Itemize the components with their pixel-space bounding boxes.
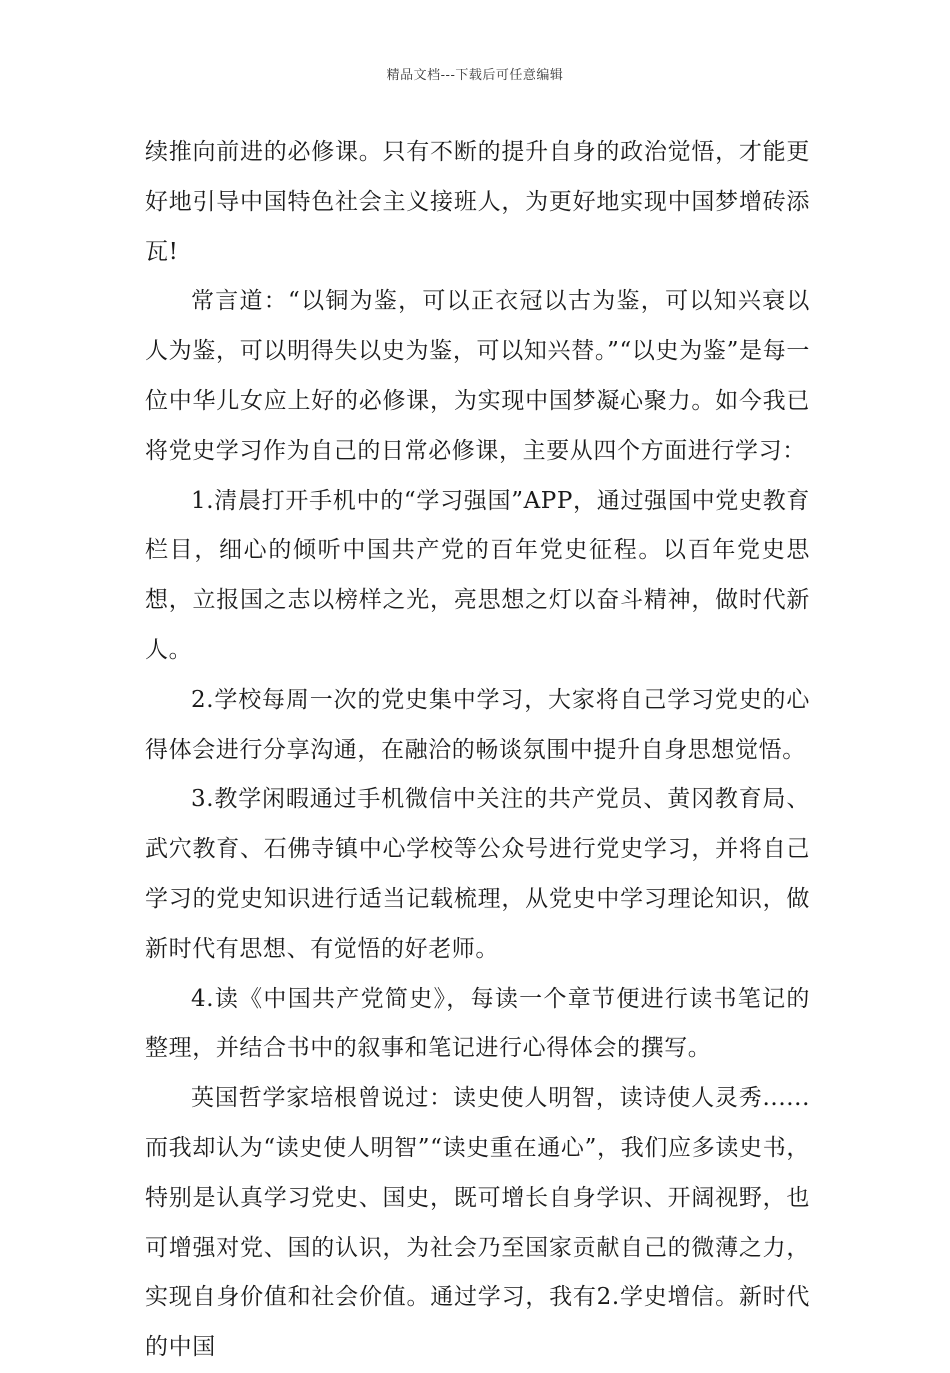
page-header: 精品文档---下载后可任意编辑 (386, 68, 564, 83)
paragraph-item-1: 1.清晨打开手机中的“学习强国”APP，通过强国中党史教育栏目，细心的倾听中国共产党的百年党史征程。以百年党史思想，立报国之志以榜样之光，亮思想之灯以奋斗精神，做时代新人。 (145, 487, 810, 663)
paragraph-item-3: 3.教学闲暇通过手机微信中关注的共产党员、黄冈教育局、武穴教育、石佛寺镇中心学校等公众号进行党史学习，并将自己学习的党史知识进行适当记载梳理，从党史中学习理论知识，做新时代有思想、有觉悟的好老师。 (145, 786, 810, 962)
document-body (145, 128, 810, 1373)
paragraph-item-4: 4.读《中国共产党简史》，每读一个章节便进行读书笔记的整理，并结合书中的叙事和笔记进行心得体会的撰写。 (145, 985, 810, 1062)
paragraph-bacon: 英国哲学家培根曾说过：读史使人明智，读诗使人灵秀......而我却认为“读史使人明智”“读史重在通心”，我们应多读史书，特别是认真学习党史、国史，既可增长自身学识、开阔视野，也可增强对党、国的认识，为社会乃至国家贡献自己的微薄之力，实现自身价值和社会价值。通过学习，我有2.学史增信。新时代的中国 (145, 1085, 810, 1361)
paragraph-continuation: 续推向前进的必修课。只有不断的提升自身的政治觉悟，才能更好地引导中国特色社会主义接班人，为更好地实现中国梦增砖添瓦! (145, 139, 810, 265)
paragraph-item-2: 2.学校每周一次的党史集中学习，大家将自己学习党史的心得体会进行分享沟通，在融洽的畅谈氛围中提升自身思想觉悟。 (145, 686, 810, 763)
paragraph-quote: 常言道：“以铜为鉴，可以正衣冠以古为鉴，可以知兴衰以人为鉴，可以明得失以史为鉴，可以知兴替。”“以史为鉴”是每一位中华儿女应上好的必修课，为实现中国梦凝心聚力。如今我已将党史学习作为自己的日常必修课，主要从四个方面进行学习： (145, 288, 810, 464)
